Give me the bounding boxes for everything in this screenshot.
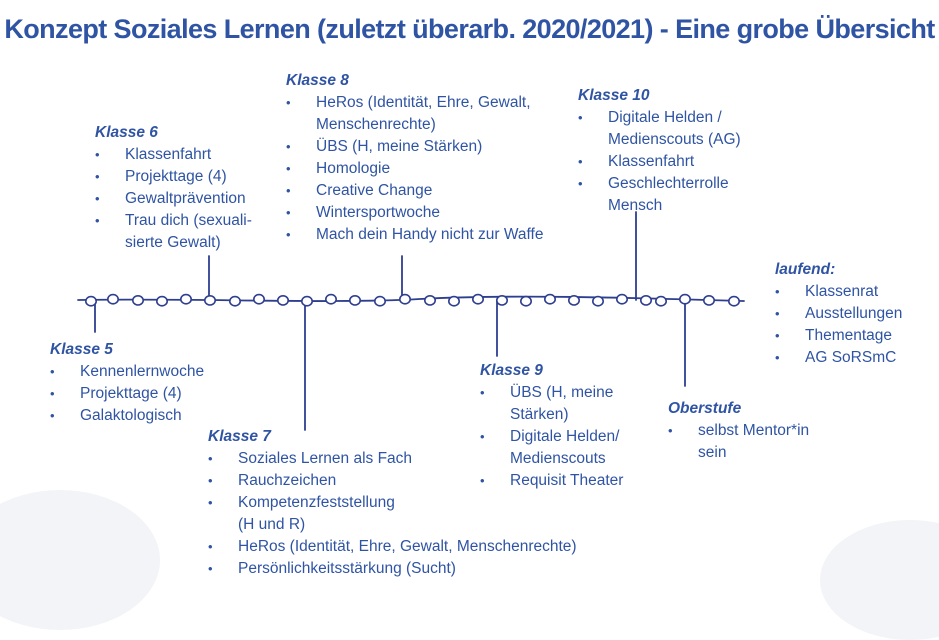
timeline-bead <box>230 297 240 306</box>
timeline-bead <box>545 295 555 304</box>
group-heading: Klasse 10 <box>578 87 650 104</box>
list-item: • Mach dein Handy nicht zur Waffe <box>286 224 543 246</box>
list-item: • Digitale Helden / <box>578 107 741 129</box>
timeline-bead <box>181 295 191 304</box>
list-item: • Klassenfahrt <box>578 151 741 173</box>
timeline-bead <box>641 296 651 305</box>
timeline-bead <box>617 295 627 304</box>
timeline-bead <box>569 296 579 305</box>
list-item: • Requisit Theater <box>480 470 623 492</box>
list-item: • ÜBS (H, meine <box>480 382 623 404</box>
list-item: • Gewaltprävention <box>95 188 252 210</box>
group-heading: Klasse 7 <box>208 428 271 445</box>
group-klasse10 <box>578 85 741 217</box>
timeline-bead <box>473 295 483 304</box>
group-laufend <box>775 259 902 369</box>
list-item: • Kennenlernwoche <box>50 361 204 383</box>
list-item: • Wintersportwoche <box>286 202 543 224</box>
group-heading: Klasse 6 <box>95 124 158 141</box>
list-item: sein <box>698 444 727 461</box>
timeline-bead <box>278 296 288 305</box>
timeline-bead <box>425 296 435 305</box>
list-item: • Persönlichkeitsstärkung (Sucht) <box>208 558 577 580</box>
timeline-bead <box>375 297 385 306</box>
timeline-bead <box>593 297 603 306</box>
group-heading: laufend: <box>775 261 836 278</box>
list-item: Medienscouts <box>510 450 606 467</box>
timeline-bead <box>729 297 739 306</box>
group-heading: Klasse 5 <box>50 341 113 358</box>
page-title: Konzept Soziales Lernen (zuletzt überarb. 2020/2021) - Eine grobe Übersicht <box>4 14 935 44</box>
timeline-bead <box>449 297 459 306</box>
timeline-bead <box>497 296 507 305</box>
list-item: • Klassenfahrt <box>95 144 252 166</box>
timeline-bead <box>656 297 666 306</box>
timeline-bead <box>86 297 96 306</box>
list-item: • Geschlechterrolle <box>578 173 741 195</box>
group-klasse6 <box>95 122 252 254</box>
timeline-bead <box>521 297 531 306</box>
timeline-bead <box>400 295 410 304</box>
list-item: • Rauchzeichen <box>208 470 577 492</box>
timeline-bead <box>157 297 167 306</box>
list-item: • Projekttage (4) <box>50 383 204 405</box>
list-item: Menschenrechte) <box>316 116 436 133</box>
group-heading: Klasse 9 <box>480 362 543 379</box>
timeline-bead <box>205 296 215 305</box>
list-item: • Kompetenzfeststellung <box>208 492 577 514</box>
list-item: • Klassenrat <box>775 281 902 303</box>
list-item: Medienscouts (AG) <box>608 131 741 148</box>
list-item: • ÜBS (H, meine Stärken) <box>286 136 543 158</box>
timeline-bead <box>704 296 714 305</box>
group-klasse5 <box>50 339 204 427</box>
list-item: • HeRos (Identität, Ehre, Gewalt, <box>286 92 543 114</box>
group-klasse7 <box>208 426 577 580</box>
timeline-bead <box>680 295 690 304</box>
list-item: • Homologie <box>286 158 543 180</box>
list-item: • Ausstellungen <box>775 303 902 325</box>
group-heading: Oberstufe <box>668 400 742 417</box>
timeline-bead <box>326 295 336 304</box>
group-oberstufe <box>668 398 809 464</box>
list-item: Stärken) <box>510 406 569 423</box>
timeline-bead <box>302 297 312 306</box>
list-item: • Digitale Helden/ <box>480 426 623 448</box>
timeline-bead <box>108 295 118 304</box>
list-item: • Galaktologisch <box>50 405 204 427</box>
list-item: • Projekttage (4) <box>95 166 252 188</box>
timeline-bead <box>350 296 360 305</box>
list-item: • AG SoRSmC <box>775 347 902 369</box>
list-item: • HeRos (Identität, Ehre, Gewalt, Menschenrechte) <box>208 536 577 558</box>
group-heading: Klasse 8 <box>286 72 349 89</box>
list-item: • selbst Mentor*in <box>668 420 809 442</box>
list-item: • Creative Change <box>286 180 543 202</box>
list-item: • Soziales Lernen als Fach <box>208 448 577 470</box>
group-klasse8 <box>286 70 543 246</box>
list-item: • Trau dich (sexuali- <box>95 210 252 232</box>
list-item: Mensch <box>608 197 663 214</box>
timeline-bead <box>254 295 264 304</box>
timeline-bead <box>133 296 143 305</box>
list-item: (H und R) <box>238 516 306 533</box>
list-item: • Thementage <box>775 325 902 347</box>
list-item: sierte Gewalt) <box>125 234 221 251</box>
